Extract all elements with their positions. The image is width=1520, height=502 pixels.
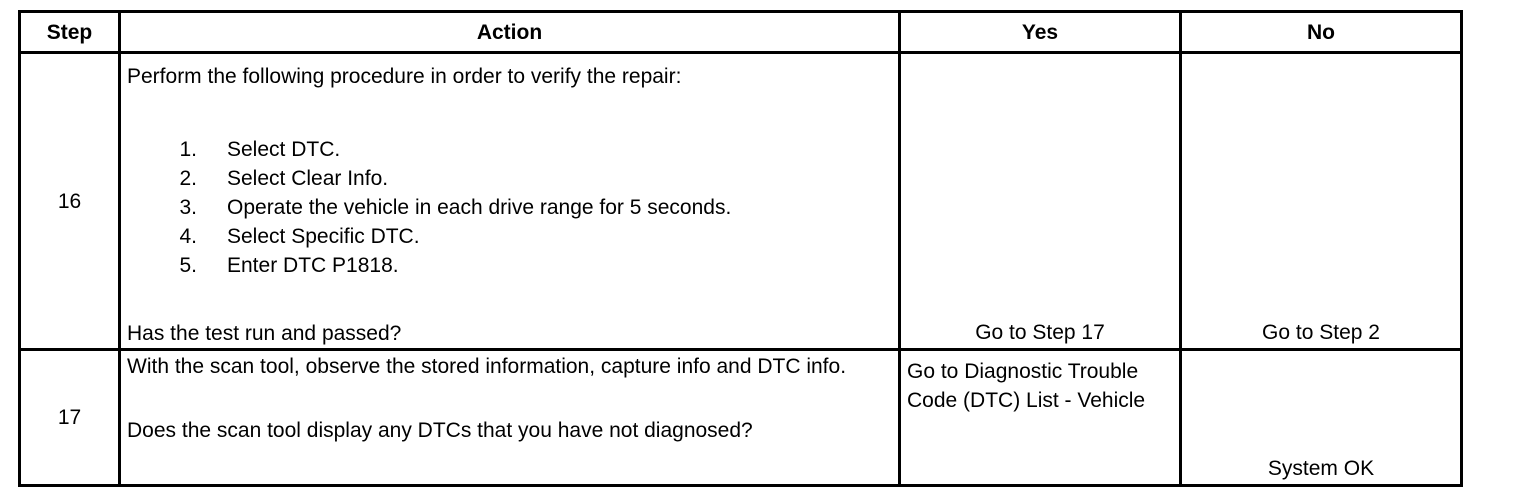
list-item-text: Select Clear Info. [227,167,389,190]
action-intro: Perform the following procedure in order to verify the repair: [127,65,682,88]
table-row [20,350,1462,486]
header-action: Action [120,12,900,53]
action-intro: With the scan tool, observe the stored information, capture info and DTC info. [127,355,847,378]
action-question: Has the test run and passed? [127,322,402,345]
step-number: 16 [20,53,120,350]
action-cell [120,350,900,486]
header-step: Step [20,12,120,53]
list-item [127,222,892,251]
list-item-number: 5. [179,254,197,277]
list-item-number: 1. [179,138,197,161]
list-item-number: 3. [179,196,197,219]
no-cell [1181,53,1462,350]
yes-cell [900,350,1181,486]
list-item-text: Select Specific DTC. [227,225,420,248]
procedure-list [127,135,892,280]
list-item-number: 2. [179,167,197,190]
yes-cell [900,53,1181,350]
no-result: Go to Step 2 [1262,321,1380,344]
yes-result: Go to Step 17 [975,321,1105,344]
header-row [20,12,1462,53]
action-question: Does the scan tool display any DTCs that you have not diagnosed? [127,419,753,442]
header-no: No [1181,12,1462,53]
action-cell [120,53,900,350]
no-cell [1181,350,1462,486]
diagnostic-table [18,10,1463,487]
yes-result: Go to Diagnostic Trouble Code (DTC) List - Vehicle [907,360,1146,412]
list-item-number: 4. [179,225,197,248]
header-yes: Yes [900,12,1181,53]
no-result: System OK [1267,457,1375,480]
list-item [127,135,892,164]
list-item [127,193,892,222]
step-number: 17 [20,350,120,486]
table-row [20,53,1462,350]
list-item [127,251,892,280]
list-item-text: Select DTC. [227,138,341,161]
list-item-text: Enter DTC P1818. [227,254,399,277]
list-item-text: Operate the vehicle in each drive range for 5 seconds. [227,196,732,219]
list-item [127,164,892,193]
